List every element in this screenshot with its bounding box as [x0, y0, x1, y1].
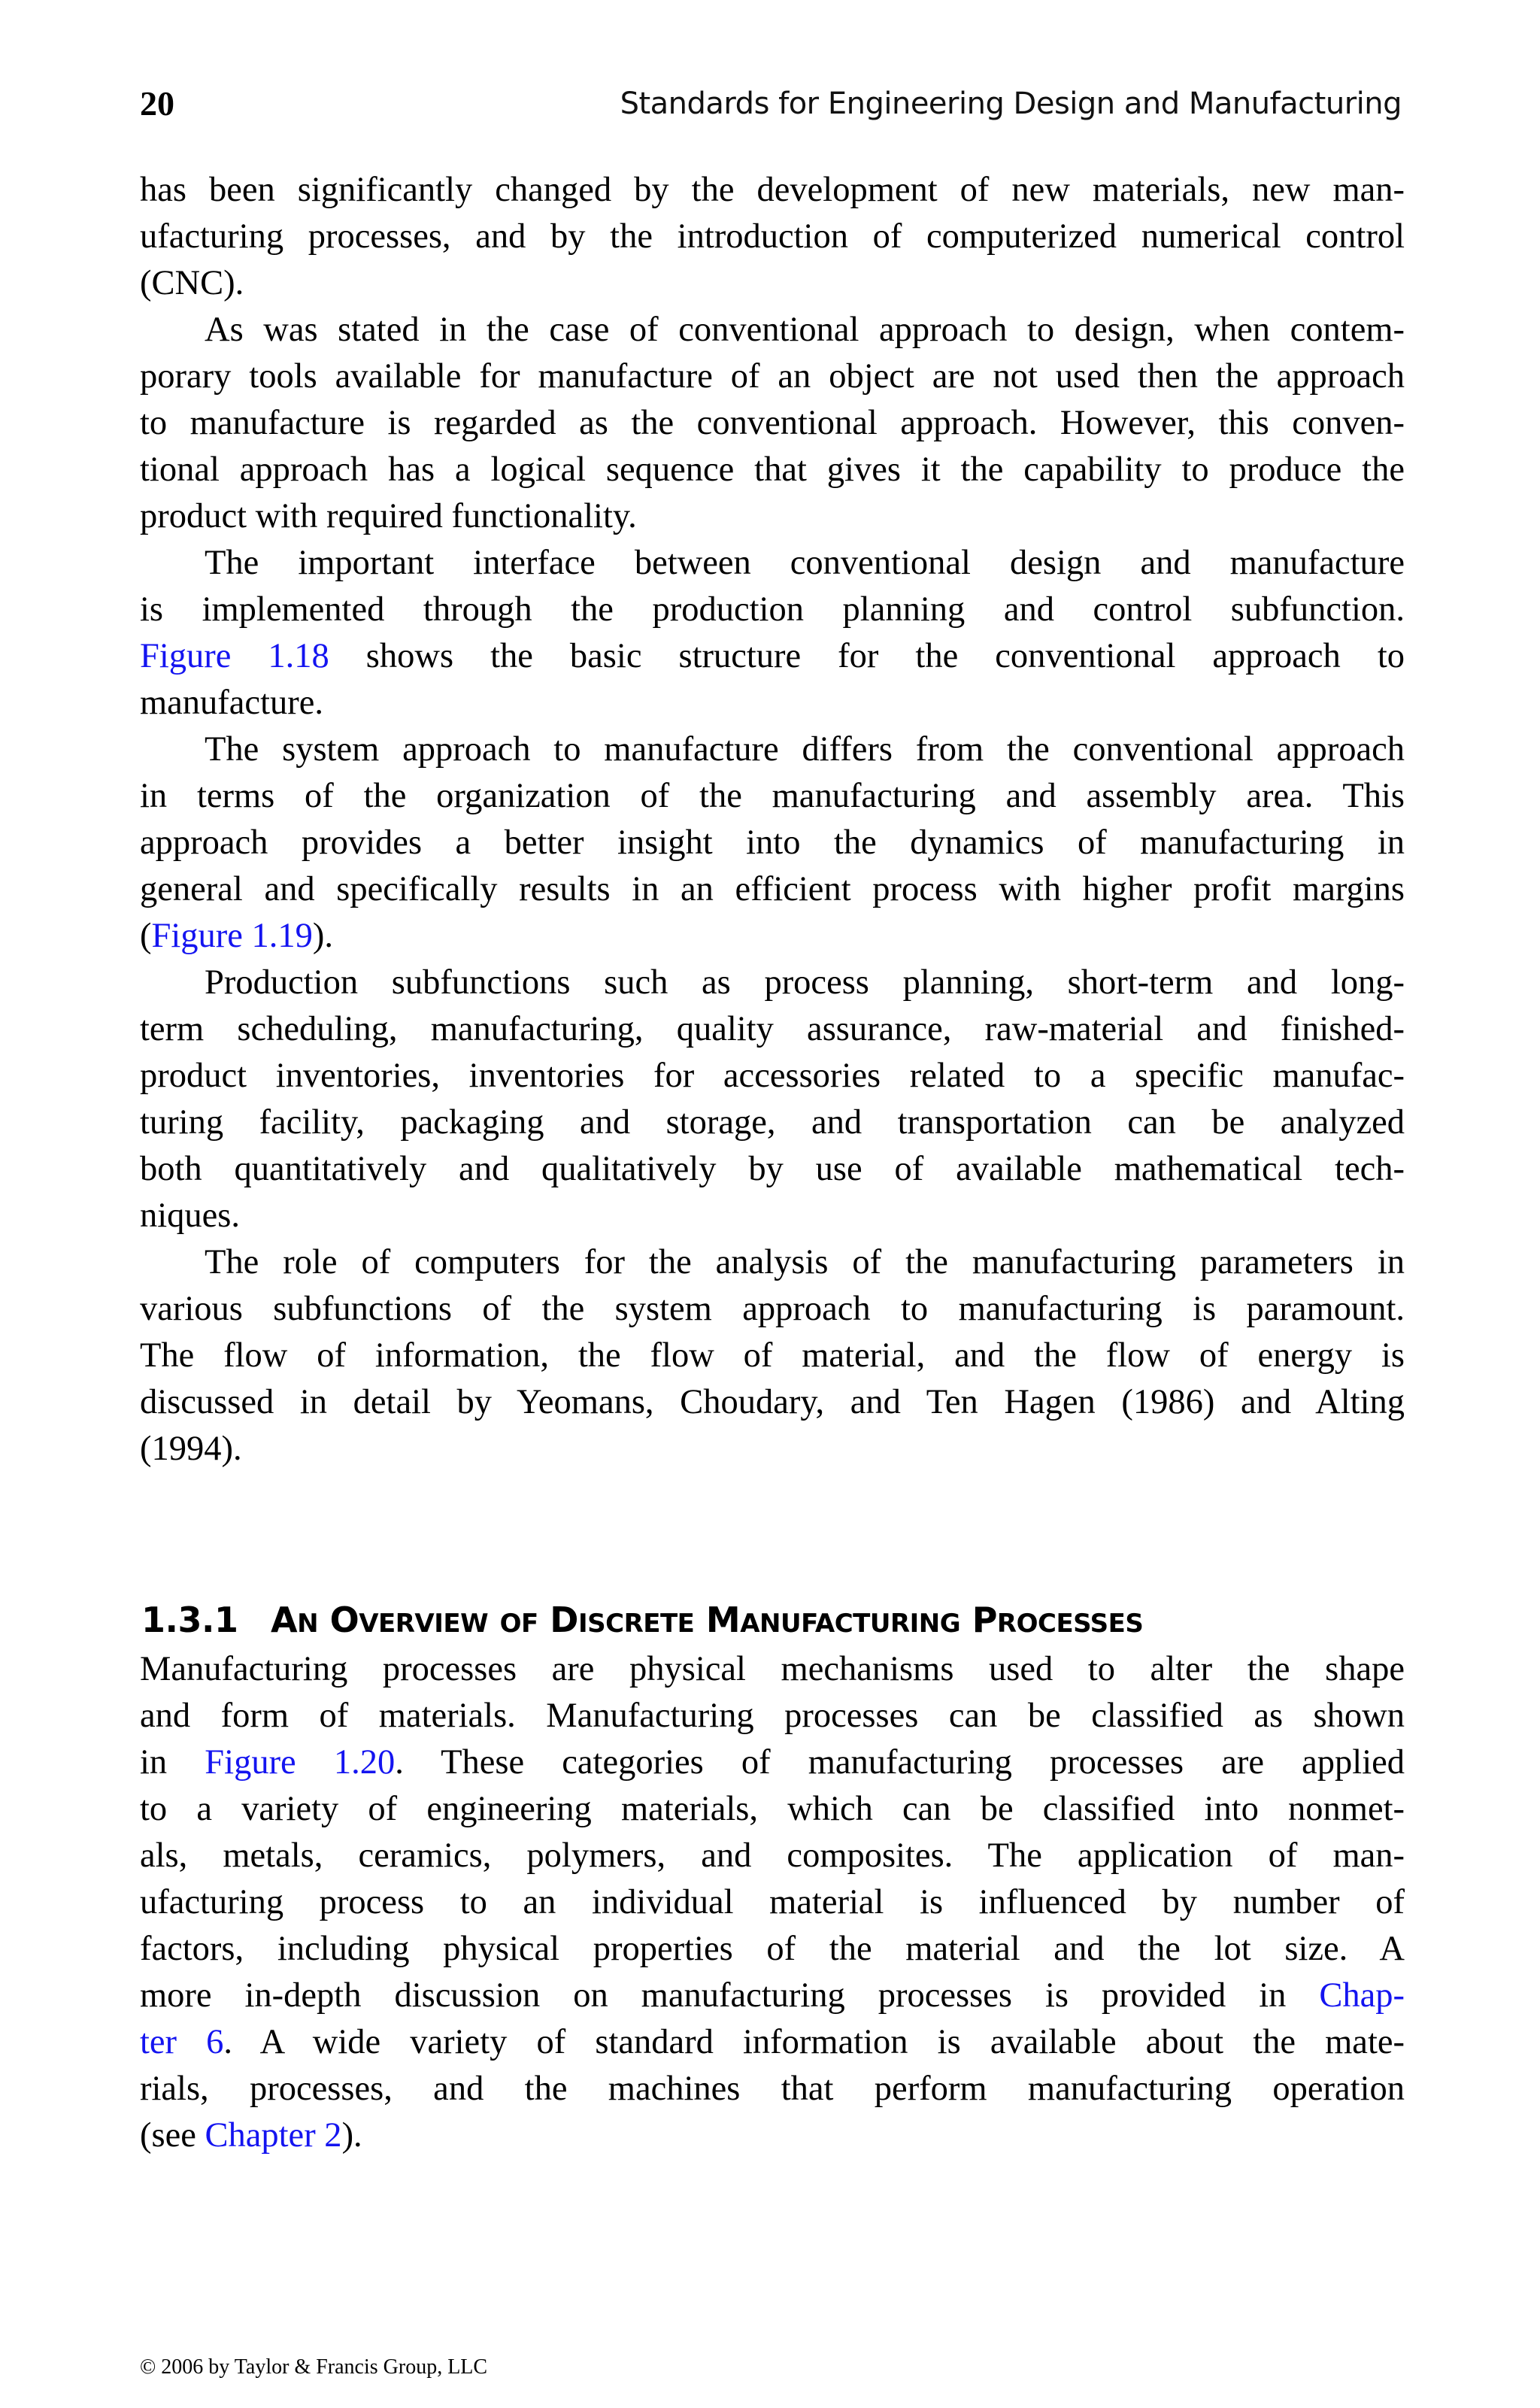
- cross-reference-link[interactable]: Chap-: [1319, 1976, 1405, 2015]
- text-run: turing facility, packaging and storage, and transportation can be analyzed: [140, 1103, 1405, 1142]
- text-line: [140, 820, 1405, 866]
- text-run: The important interface between conventional design and manufacture: [205, 544, 1405, 582]
- section-title-word: AN: [271, 1600, 319, 1641]
- text-line: [140, 1286, 1405, 1333]
- text-run: ).: [341, 2116, 362, 2155]
- running-title: Standards for Engineering Design and Manufacturing: [620, 86, 1402, 121]
- text-run: als, metals, ceramics, polymers, and composites. The application of man-: [140, 1836, 1405, 1875]
- cross-reference-link[interactable]: Figure 1.19: [151, 917, 313, 955]
- text-run: in: [140, 1743, 205, 1782]
- text-run: ).: [312, 917, 334, 955]
- text-run: term scheduling, manufacturing, quality assurance, raw-material and finished-: [140, 1010, 1405, 1048]
- text-line: [140, 540, 1405, 587]
- text-line: [140, 1193, 1405, 1239]
- text-run: general and specifically results in an efficient process with higher profit margins: [140, 870, 1405, 908]
- cross-reference-link[interactable]: Chapter 2: [205, 2116, 342, 2155]
- text-run: approach provides a better insight into the dynamics of manufacturing in: [140, 823, 1405, 862]
- text-line: [140, 1833, 1405, 1879]
- text-line: [140, 2112, 1405, 2159]
- text-line: [140, 1006, 1405, 1053]
- text-run: has been significantly changed by the development of new materials, new man-: [140, 171, 1405, 209]
- copyright-footer: © 2006 by Taylor & Francis Group, LLC: [140, 2355, 488, 2379]
- text-run: to manufacture is regarded as the conventional approach. However, this conven-: [140, 404, 1405, 442]
- paragraph: [140, 307, 1405, 540]
- text-line: [140, 726, 1405, 773]
- text-run: ufacturing process to an individual material is influenced by number of: [140, 1883, 1405, 1921]
- text-line: [140, 1973, 1405, 2019]
- text-line: [140, 773, 1405, 820]
- text-line: [140, 493, 1405, 540]
- text-run: is implemented through the production planning and control subfunction.: [140, 590, 1405, 629]
- text-run: porary tools available for manufacture of an object are not used then the approach: [140, 357, 1405, 396]
- text-run: The flow of information, the flow of material, and the flow of energy is: [140, 1336, 1405, 1375]
- section-title: [271, 1600, 1143, 1640]
- page-number: 20: [140, 84, 174, 123]
- paragraph: [140, 960, 1405, 1239]
- section-title-word: OF: [499, 1609, 538, 1639]
- text-run: more in-depth discussion on manufacturing processes is provided in: [140, 1976, 1320, 2015]
- text-line: [140, 353, 1405, 400]
- text-run: (see: [140, 2116, 205, 2155]
- paragraph: [140, 1239, 1405, 1472]
- text-run: and form of materials. Manufacturing processes can be classified as shown: [140, 1697, 1405, 1735]
- text-line: [140, 1646, 1405, 1693]
- text-run: discussed in detail by Yeomans, Choudary, and Ten Hagen (1986) and Alting: [140, 1383, 1405, 1421]
- running-header: [140, 81, 1402, 126]
- text-line: [140, 167, 1405, 214]
- text-line: [140, 633, 1405, 680]
- text-line: [140, 1739, 1405, 1786]
- text-run: tional approach has a logical sequence that gives it the capability to produce the: [140, 450, 1405, 489]
- text-line: [140, 587, 1405, 633]
- text-line: [140, 1099, 1405, 1146]
- text-line: [140, 1053, 1405, 1099]
- text-run: ufacturing processes, and by the introduction of computerized numerical control: [140, 217, 1405, 256]
- cross-reference-link[interactable]: Figure 1.18: [140, 637, 329, 675]
- section-title-word: DISCRETE: [550, 1600, 695, 1641]
- text-line: [140, 214, 1405, 260]
- text-line: [140, 260, 1405, 307]
- text-line: [140, 1879, 1405, 1926]
- text-line: [140, 1426, 1405, 1472]
- text-line: [140, 1146, 1405, 1193]
- section-heading: [141, 1597, 1143, 1646]
- text-line: [140, 913, 1405, 960]
- text-run: As was stated in the case of conventional approach to design, when contem-: [205, 311, 1405, 349]
- text-run: . A wide variety of standard information is available about the mate-: [223, 2023, 1405, 2061]
- text-run: (1994).: [140, 1430, 242, 1468]
- cross-reference-link[interactable]: Figure 1.20: [205, 1743, 396, 1782]
- text-run: shows the basic structure for the conventional approach to: [329, 637, 1405, 675]
- text-line: [140, 1786, 1405, 1833]
- section-title-word: PROCESSES: [972, 1600, 1144, 1641]
- text-run: in terms of the organization of the manufacturing and assembly area. This: [140, 777, 1405, 815]
- text-run: both quantitatively and qualitatively by use of available mathematical tech-: [140, 1150, 1405, 1188]
- text-run: (: [140, 917, 152, 955]
- text-run: various subfunctions of the system approach to manufacturing is paramount.: [140, 1290, 1405, 1328]
- text-line: [140, 1926, 1405, 1973]
- text-line: [140, 447, 1405, 493]
- section-title-word: MANUFACTURING: [705, 1600, 961, 1641]
- text-run: Manufacturing processes are physical mechanisms used to alter the shape: [140, 1650, 1405, 1688]
- text-line: [140, 866, 1405, 913]
- text-line: [140, 400, 1405, 447]
- section-number: 1.3.1: [141, 1600, 238, 1641]
- text-line: [140, 1239, 1405, 1286]
- text-run: (CNC).: [140, 264, 244, 302]
- body-text-after-section: [140, 1646, 1405, 2159]
- text-line: [140, 960, 1405, 1006]
- text-run: Production subfunctions such as process planning, short-term and long-: [205, 963, 1405, 1002]
- paragraph: [140, 540, 1405, 726]
- paragraph: [140, 167, 1405, 307]
- text-run: product inventories, inventories for accessories related to a specific manufac-: [140, 1057, 1405, 1095]
- text-run: manufacture.: [140, 684, 323, 722]
- body-text-before-section: [140, 167, 1405, 1472]
- text-run: niques.: [140, 1196, 241, 1235]
- text-line: [140, 1333, 1405, 1379]
- text-run: factors, including physical properties of the material and the lot size. A: [140, 1930, 1405, 1968]
- text-line: [140, 1379, 1405, 1426]
- paragraph: [140, 1646, 1405, 2159]
- text-run: The system approach to manufacture differs from the conventional approach: [205, 730, 1405, 769]
- text-line: [140, 2019, 1405, 2066]
- text-line: [140, 1693, 1405, 1739]
- section-title-word: OVERVIEW: [329, 1600, 489, 1641]
- text-run: . These categories of manufacturing processes are applied: [395, 1743, 1405, 1782]
- cross-reference-link[interactable]: ter 6: [140, 2023, 224, 2061]
- text-run: The role of computers for the analysis of the manufacturing parameters in: [205, 1243, 1405, 1281]
- text-line: [140, 307, 1405, 353]
- text-line: [140, 680, 1405, 726]
- text-run: rials, processes, and the machines that perform manufacturing operation: [140, 2070, 1405, 2108]
- text-line: [140, 2066, 1405, 2112]
- paragraph: [140, 726, 1405, 960]
- text-run: to a variety of engineering materials, which can be classified into nonmet-: [140, 1790, 1405, 1828]
- text-run: product with required functionality.: [140, 497, 637, 535]
